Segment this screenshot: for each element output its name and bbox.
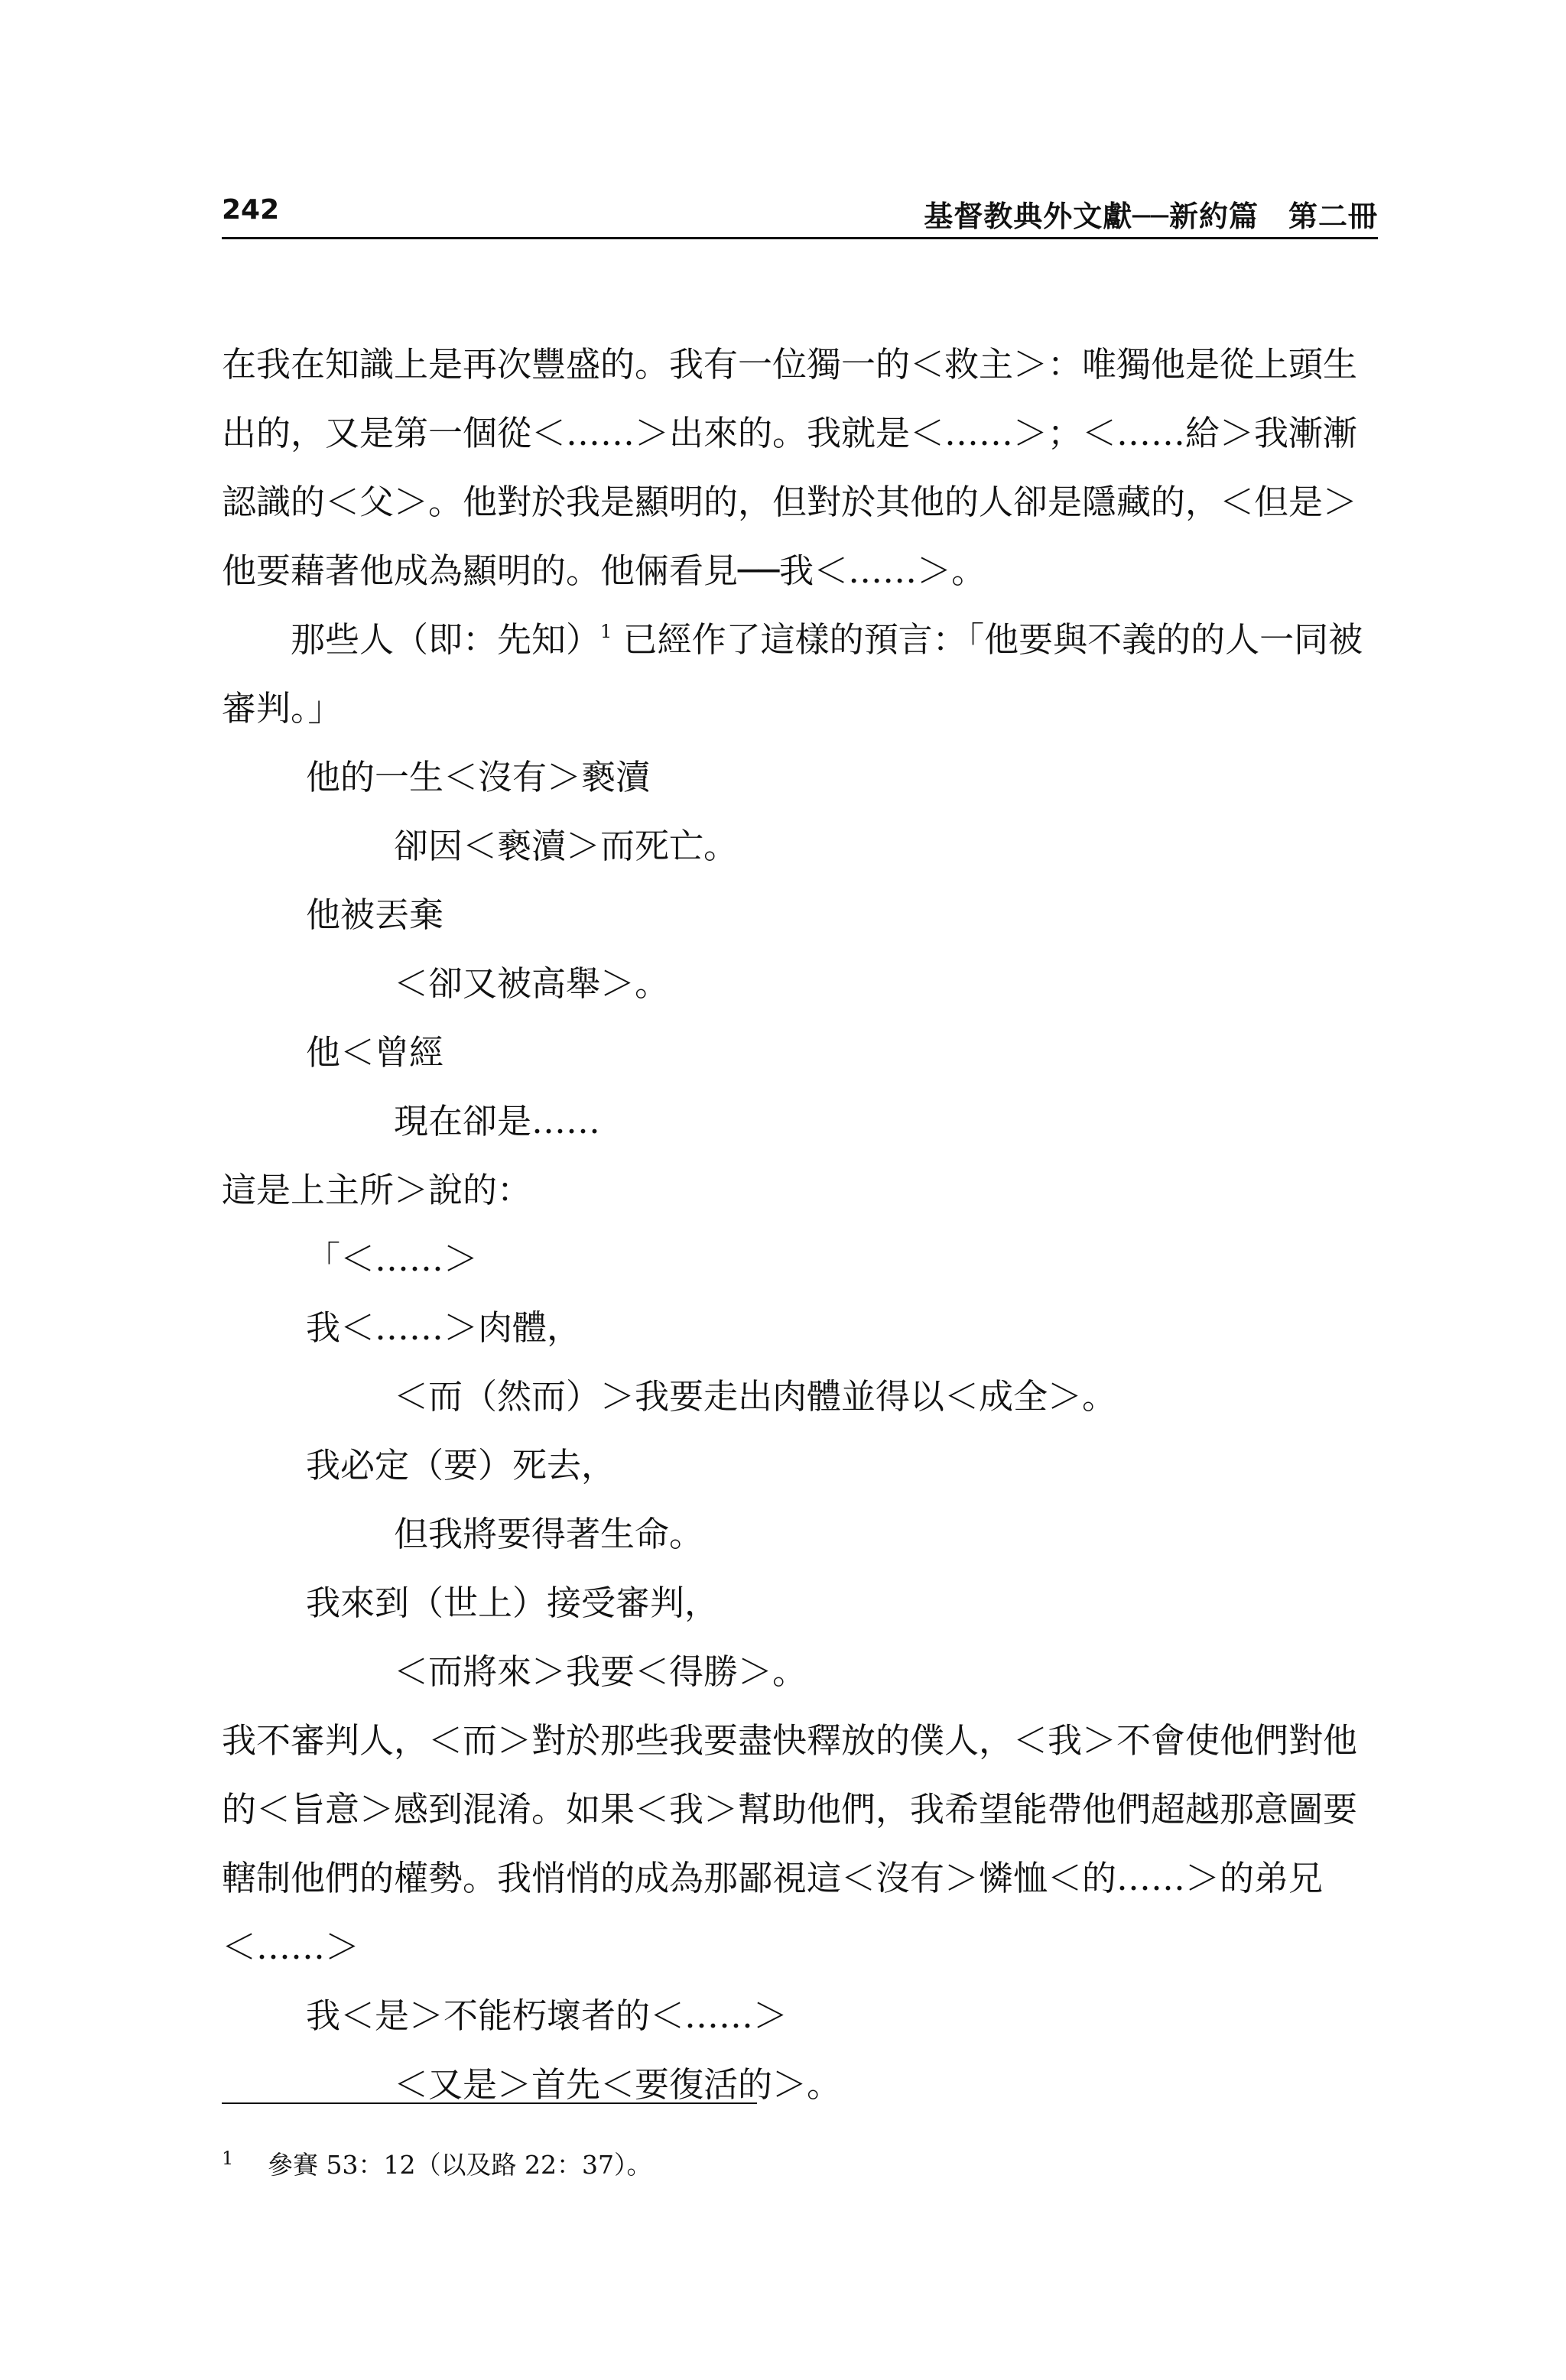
paragraph-2-start: 那些人（即：先知） (291, 619, 601, 660)
verse-line: 我＜是＞不能朽壞者的＜……＞ (306, 1995, 788, 2036)
footnote-text: 參賽 53：12（以及路 22：37）。 (268, 2150, 652, 2180)
verse-line: 但我將要得著生命。 (394, 1514, 704, 1554)
verse-line: 他的一生＜沒有＞褻瀆 (306, 757, 651, 797)
body-text (222, 330, 1378, 2119)
paragraph-2-end: 已經作了這樣的預言：「他要與不義的的人一同被審判。」 (222, 619, 1363, 729)
footnote (222, 2139, 1378, 2184)
footnote-mark: 1 (222, 2148, 234, 2169)
paragraph-1: 在我在知識上是再次豐盛的。我有一位獨一的＜救主＞：唯獨他是從上頭生出的，又是第一個從＜……＞出來的。我就是＜……＞；＜……給＞我漸漸認識的＜父＞。他對於我是顯明的，但對於其他的人卻是隱藏的，＜但是＞他要藉著他成為顯明的。他倆看見──我＜……＞。 (222, 344, 1358, 591)
verse-line: 卻因＜褻瀆＞而死亡。 (394, 826, 739, 866)
lord-said-line: 這是上主所＞說的： (222, 1170, 532, 1210)
running-title: 基督教典外文獻──新約篇 第二冊 (924, 200, 1378, 233)
verse-line: 現在卻是…… (394, 1101, 601, 1141)
verse-line: 「＜……＞ (306, 1239, 479, 1279)
verse-line: 我＜……＞肉體， (306, 1307, 582, 1348)
footnote-reference[interactable]: 1 (600, 621, 612, 642)
verse-line: ＜又是＞首先＜要復活的＞。 (394, 2064, 842, 2105)
verse-line: 我來到（世上）接受審判， (306, 1583, 720, 1623)
verse-line: 我必定（要）死去， (306, 1445, 616, 1485)
paragraph-3: 我不審判人，＜而＞對於那些我要盡快釋放的僕人，＜我＞不會使他們對他的＜旨意＞感到混淆。如果＜我＞幫助他們，我希望能帶他們超越那意圖要轄制他們的權勢。我悄悄的成為那鄙視這＜沒有＞憐恤＜的……＞的弟兄＜……＞ (222, 1720, 1358, 1967)
page-number: 242 (222, 194, 280, 226)
verse-line: 他被丟棄 (306, 895, 444, 935)
verse-line: ＜卻又被高舉＞。 (394, 963, 670, 1004)
paragraph-2 (222, 606, 1378, 743)
verse-line: ＜而（然而）＞我要走出肉體並得以＜成全＞。 (394, 1376, 1117, 1417)
verse-line: ＜而將來＞我要＜得勝＞。 (394, 1651, 807, 1692)
footnote-divider (222, 2102, 757, 2104)
page-header (222, 188, 1378, 239)
verse-line: 他＜曾經 (306, 1032, 444, 1073)
